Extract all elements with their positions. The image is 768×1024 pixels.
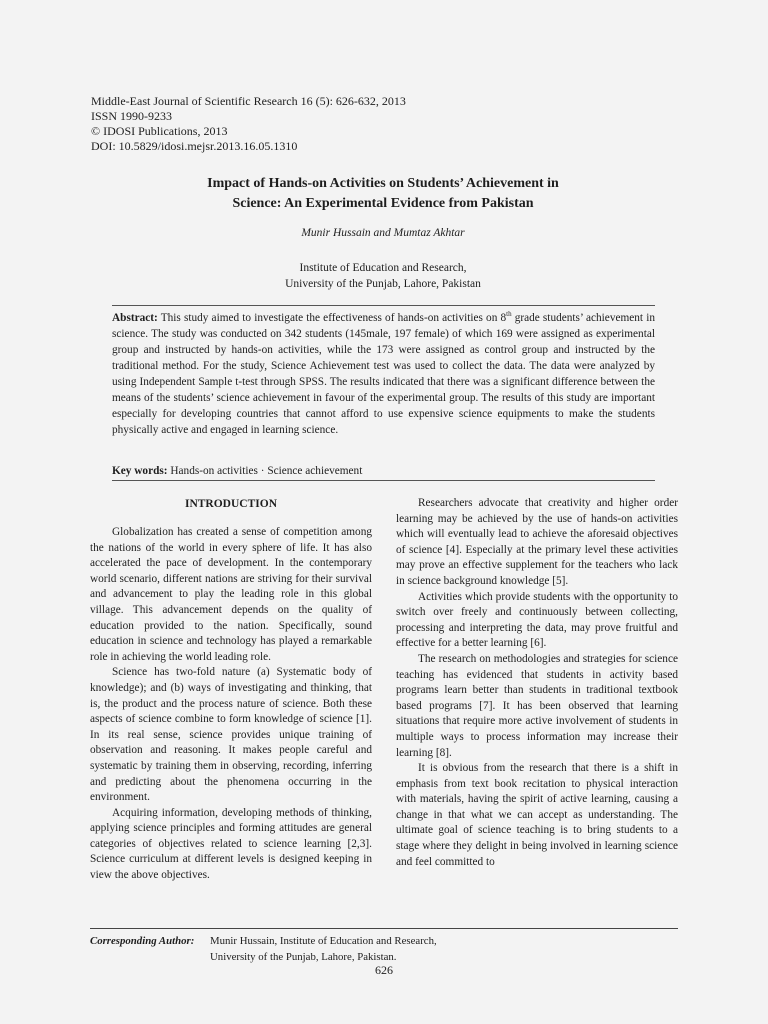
title-line-1: Impact of Hands-on Activities on Students’ Achievement in	[207, 176, 559, 191]
intro-paragraph-4: Researchers advocate that creativity and higher order learning may be achieved by the use of hands-on activities which will eventually lead to achieve the aforesaid objectives of science [4]. Especially at the primary level these activities may prove an effective supplement for the teachers who lack in science background knowledge [5].	[396, 497, 678, 587]
abstract-text-start: This study aimed to investigate the effectiveness of hands-on activities on 8	[160, 312, 507, 324]
intro-paragraph-3: Acquiring information, developing methods of thinking, applying science principles and forming attitudes are general categories of objectives related to science learning [2,3]. Science curriculum at different levels is designed keeping in view the above objectives.	[90, 806, 372, 882]
intro-paragraph-7: It is obvious from the research that there is a shift in emphasis from text book recitation to physical interaction with materials, having the spirit of active learning, causing a change in that what we can accept as understanding. The ultimate goal of science teaching is to bring students to a stage where they delight in being involved in learning science and feel committed to	[396, 762, 678, 868]
intro-paragraph-2: Science has two-fold nature (a) Systematic body of knowledge); and (b) ways of investigating and thinking, that is, the product and the process nature of science. Both these aspects of science combine to form knowledge of science [1]. In its real sense, science provides unique training of observation and reasoning. It makes people careful and systematic by training them in observing, recording, inferring and predicting about the phenomena occurring in the environment.	[90, 666, 372, 804]
journal-copyright: © IDOSI Publications, 2013	[91, 124, 228, 138]
corresponding-author-line-2: University of the Punjab, Lahore, Pakistan.	[210, 951, 397, 963]
affiliation	[110, 260, 656, 292]
intro-paragraph-6: The research on methodologies and strategies for science teaching has evidenced that students in activity based programs learn better than students in traditional textbook based programs [7]. It has been observed that learning situations that require more active involvement of students in multiple ways to process information may increase their learning [8].	[396, 652, 678, 759]
journal-citation: Middle-East Journal of Scientific Research 16 (5): 626-632, 2013	[91, 94, 406, 108]
author-names: Munir Hussain and Mumtaz Akhtar	[301, 227, 465, 239]
affiliation-line-1: Institute of Education and Research,	[299, 262, 467, 274]
keywords-bottom-rule	[112, 480, 655, 481]
abstract-top-rule	[112, 305, 655, 306]
intro-paragraph-5: Activities which provide students with the opportunity to switch over freely and continuously between collecting, processing and interpreting the data, may prove fruitful and effective for a better learning [6].	[396, 590, 678, 650]
keywords-text: Hands-on activities · Science achievement	[170, 465, 363, 477]
keywords-label: Key words:	[112, 465, 168, 477]
corresponding-author-label: Corresponding Author:	[90, 935, 195, 947]
introduction-heading: INTRODUCTION	[184, 498, 277, 510]
affiliation-line-2: University of the Punjab, Lahore, Pakistan	[285, 278, 481, 290]
keywords	[112, 464, 655, 479]
abstract	[112, 310, 655, 438]
abstract-superscript: th	[506, 310, 512, 319]
footer-rule	[90, 928, 678, 929]
page-number: 626	[375, 963, 393, 977]
right-column	[396, 496, 678, 870]
corresponding-author	[90, 933, 437, 965]
journal-doi[interactable]: DOI: 10.5829/idosi.mejsr.2013.16.05.1310	[91, 139, 298, 153]
journal-issn: ISSN 1990-9233	[91, 109, 173, 123]
intro-paragraph-1: Globalization has created a sense of competition among the nations of the world in every sphere of life. It has also accelerated the pace of development. In the contemporary world scenario, different nations are striving for their survival and advancement to play the leading role in this global village. This advancement depends on the quality of education provided to the nation. Specifically, sound education in science and technology has played a remarkable role in achieving the world leading role.	[90, 526, 372, 663]
abstract-label: Abstract:	[112, 312, 158, 324]
journal-info	[91, 94, 406, 154]
corresponding-author-line-1: Munir Hussain, Institute of Education and Research,	[210, 935, 437, 947]
paper-title	[110, 174, 656, 214]
title-line-2: Science: An Experimental Evidence from Pakistan	[232, 196, 534, 211]
left-column	[90, 496, 372, 884]
abstract-text-rest: grade students’ achievement in science. The study was conducted on 342 students (145male, 197 female) of which 169 were assigned as experimental group and instructed by hands-on activities, while the 173 were assigned as control group and instructed by the traditional method. For the study, Science Achievement test was used to collect the data. The data were analyzed by using Independent Sample t-test through SPSS. The results indicated that there was a significant difference between the means of the students’ science achievement in favour of the experimental group. The results of this study are important especially for developing countries that cannot afford to use expensive science equipments to make the students physically active and engaged in learning science.	[112, 312, 655, 436]
